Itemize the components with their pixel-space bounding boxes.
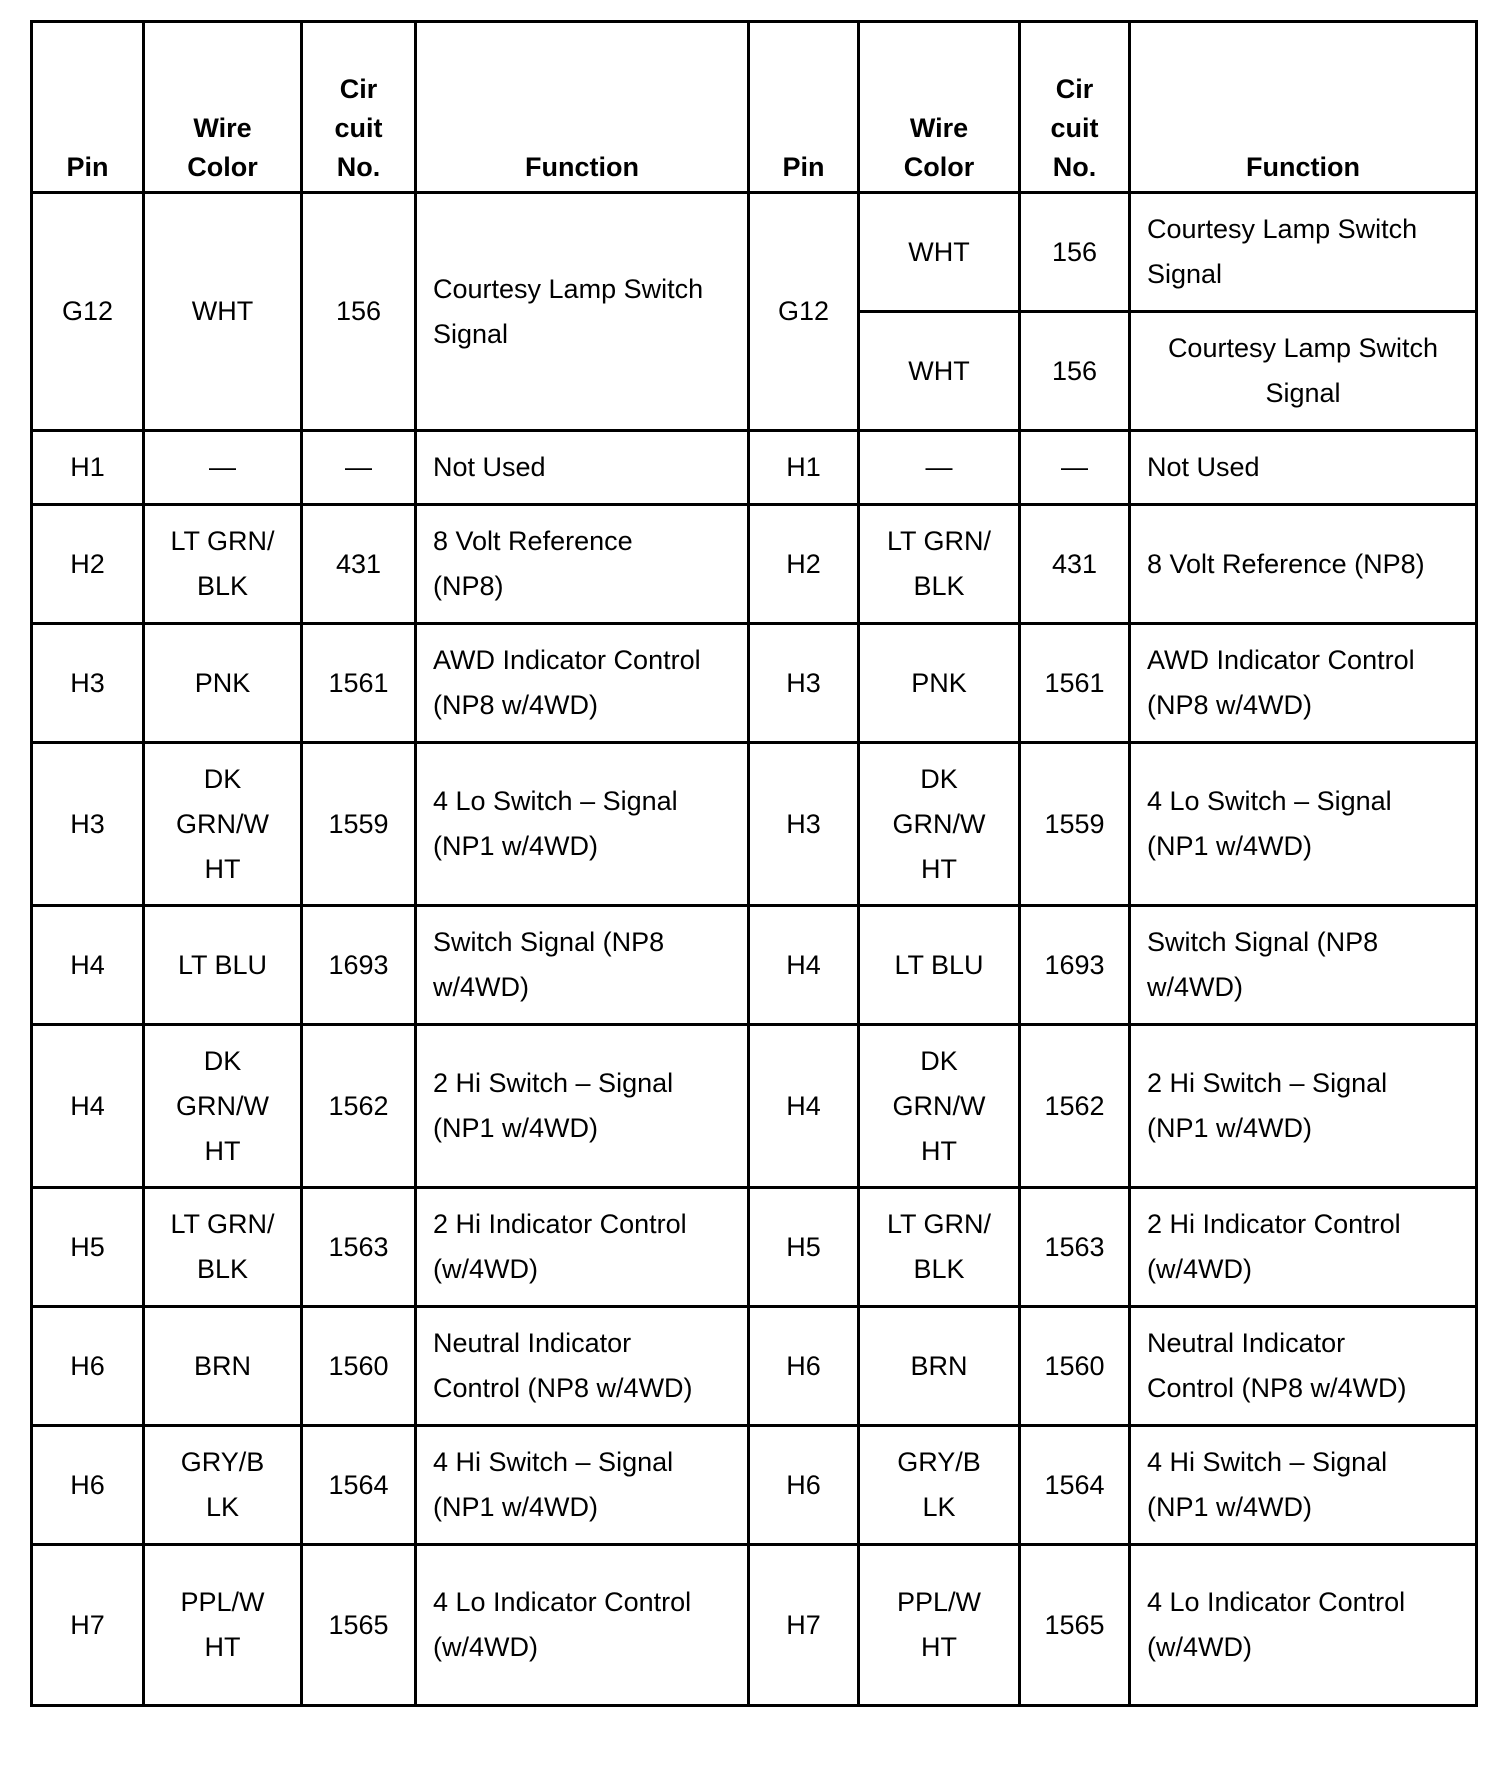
pin-cell: H4 [32, 1025, 144, 1188]
pin-cell: H2 [32, 505, 144, 624]
table-row [32, 743, 1477, 906]
circuit-cell: — [1020, 431, 1130, 505]
header-circuit-no: Cir cuit No. [302, 22, 416, 193]
function-cell: 8 Volt Reference (NP8) [1130, 505, 1477, 624]
pin-cell: G12 [749, 193, 859, 431]
circuit-cell: 1561 [302, 624, 416, 743]
header-function: Function [1130, 22, 1477, 193]
wire-color-cell: PPL/W HT [144, 1545, 302, 1706]
function-cell: 4 Lo Switch – Signal (NP1 w/4WD) [1130, 743, 1477, 906]
pin-cell: H6 [749, 1307, 859, 1426]
table-row [32, 1545, 1477, 1706]
pin-cell: G12 [32, 193, 144, 431]
wire-color-cell: PPL/W HT [859, 1545, 1020, 1706]
circuit-cell: 156 [302, 193, 416, 431]
wire-color-cell: BRN [859, 1307, 1020, 1426]
function-cell: 4 Lo Indicator Control (w/4WD) [1130, 1545, 1477, 1706]
circuit-cell: 1560 [1020, 1307, 1130, 1426]
wire-color-cell: LT GRN/ BLK [144, 505, 302, 624]
circuit-cell: 1560 [302, 1307, 416, 1426]
table-row [32, 1188, 1477, 1307]
pin-cell: H7 [32, 1545, 144, 1706]
table-row [32, 431, 1477, 505]
function-cell: Not Used [416, 431, 749, 505]
function-cell: AWD Indicator Control (NP8 w/4WD) [416, 624, 749, 743]
wire-color-cell: LT BLU [859, 906, 1020, 1025]
circuit-cell: 1559 [302, 743, 416, 906]
wire-color-cell: LT BLU [144, 906, 302, 1025]
wire-color-cell: — [144, 431, 302, 505]
function-cell: Not Used [1130, 431, 1477, 505]
circuit-cell: 1562 [1020, 1025, 1130, 1188]
header-function: Function [416, 22, 749, 193]
wire-color-cell: WHT [859, 312, 1020, 431]
wire-color-cell: LT GRN/ BLK [859, 1188, 1020, 1307]
wire-color-cell: DK GRN/W HT [144, 1025, 302, 1188]
circuit-cell: — [302, 431, 416, 505]
header-wire-color: Wire Color [859, 22, 1020, 193]
wire-color-cell: BRN [144, 1307, 302, 1426]
pin-cell: H4 [749, 1025, 859, 1188]
header-pin: Pin [32, 22, 144, 193]
function-cell: 2 Hi Switch – Signal (NP1 w/4WD) [416, 1025, 749, 1188]
table-row [32, 193, 1477, 312]
pin-cell: H5 [32, 1188, 144, 1307]
circuit-cell: 1565 [302, 1545, 416, 1706]
wire-color-cell: DK GRN/W HT [144, 743, 302, 906]
function-cell: Neutral Indicator Control (NP8 w/4WD) [1130, 1307, 1477, 1426]
circuit-cell: 1561 [1020, 624, 1130, 743]
circuit-cell: 1564 [1020, 1426, 1130, 1545]
function-cell: Switch Signal (NP8 w/4WD) [1130, 906, 1477, 1025]
header-pin: Pin [749, 22, 859, 193]
function-cell: Courtesy Lamp Switch Signal [1130, 193, 1477, 312]
pin-cell: H3 [749, 624, 859, 743]
table-row [32, 505, 1477, 624]
pin-cell: H3 [749, 743, 859, 906]
circuit-cell: 1693 [302, 906, 416, 1025]
circuit-cell: 431 [1020, 505, 1130, 624]
pin-cell: H6 [749, 1426, 859, 1545]
pin-cell: H4 [749, 906, 859, 1025]
circuit-cell: 1562 [302, 1025, 416, 1188]
pin-cell: H1 [749, 431, 859, 505]
function-cell: 4 Hi Switch – Signal (NP1 w/4WD) [1130, 1426, 1477, 1545]
function-cell: 4 Hi Switch – Signal (NP1 w/4WD) [416, 1426, 749, 1545]
function-cell: 2 Hi Switch – Signal (NP1 w/4WD) [1130, 1025, 1477, 1188]
wire-color-cell: DK GRN/W HT [859, 1025, 1020, 1188]
pin-cell: H6 [32, 1307, 144, 1426]
pin-cell: H1 [32, 431, 144, 505]
circuit-cell: 431 [302, 505, 416, 624]
pin-cell: H4 [32, 906, 144, 1025]
pin-cell: H3 [32, 743, 144, 906]
pin-cell: H3 [32, 624, 144, 743]
wire-color-cell: DK GRN/W HT [859, 743, 1020, 906]
table-header-row [32, 22, 1477, 193]
table-row [32, 1025, 1477, 1188]
pin-cell: H5 [749, 1188, 859, 1307]
wire-color-cell: GRY/B LK [144, 1426, 302, 1545]
function-cell: 4 Lo Switch – Signal (NP1 w/4WD) [416, 743, 749, 906]
wire-color-cell: GRY/B LK [859, 1426, 1020, 1545]
table-row [32, 624, 1477, 743]
pin-cell: H7 [749, 1545, 859, 1706]
connector-pinout-table [30, 20, 1478, 1707]
function-cell: Courtesy Lamp Switch Signal [416, 193, 749, 431]
table-row [32, 906, 1477, 1025]
circuit-cell: 156 [1020, 193, 1130, 312]
wire-color-cell: LT GRN/ BLK [144, 1188, 302, 1307]
wire-color-cell: LT GRN/ BLK [859, 505, 1020, 624]
circuit-cell: 1564 [302, 1426, 416, 1545]
header-wire-color: Wire Color [144, 22, 302, 193]
wire-color-cell: PNK [144, 624, 302, 743]
function-cell: Neutral Indicator Control (NP8 w/4WD) [416, 1307, 749, 1426]
wire-color-cell: — [859, 431, 1020, 505]
function-cell: Courtesy Lamp Switch Signal [1130, 312, 1477, 431]
circuit-cell: 1565 [1020, 1545, 1130, 1706]
function-cell: AWD Indicator Control (NP8 w/4WD) [1130, 624, 1477, 743]
pin-cell: H2 [749, 505, 859, 624]
circuit-cell: 1559 [1020, 743, 1130, 906]
pin-cell: H6 [32, 1426, 144, 1545]
circuit-cell: 1693 [1020, 906, 1130, 1025]
function-cell: 2 Hi Indicator Control (w/4WD) [1130, 1188, 1477, 1307]
function-cell: 8 Volt Reference (NP8) [416, 505, 749, 624]
function-cell: 4 Lo Indicator Control (w/4WD) [416, 1545, 749, 1706]
wire-color-cell: WHT [144, 193, 302, 431]
table-row [32, 1426, 1477, 1545]
wire-color-cell: WHT [859, 193, 1020, 312]
wire-color-cell: PNK [859, 624, 1020, 743]
header-circuit-no: Cir cuit No. [1020, 22, 1130, 193]
table-row [32, 1307, 1477, 1426]
circuit-cell: 1563 [302, 1188, 416, 1307]
function-cell: Switch Signal (NP8 w/4WD) [416, 906, 749, 1025]
function-cell: 2 Hi Indicator Control (w/4WD) [416, 1188, 749, 1307]
circuit-cell: 156 [1020, 312, 1130, 431]
circuit-cell: 1563 [1020, 1188, 1130, 1307]
